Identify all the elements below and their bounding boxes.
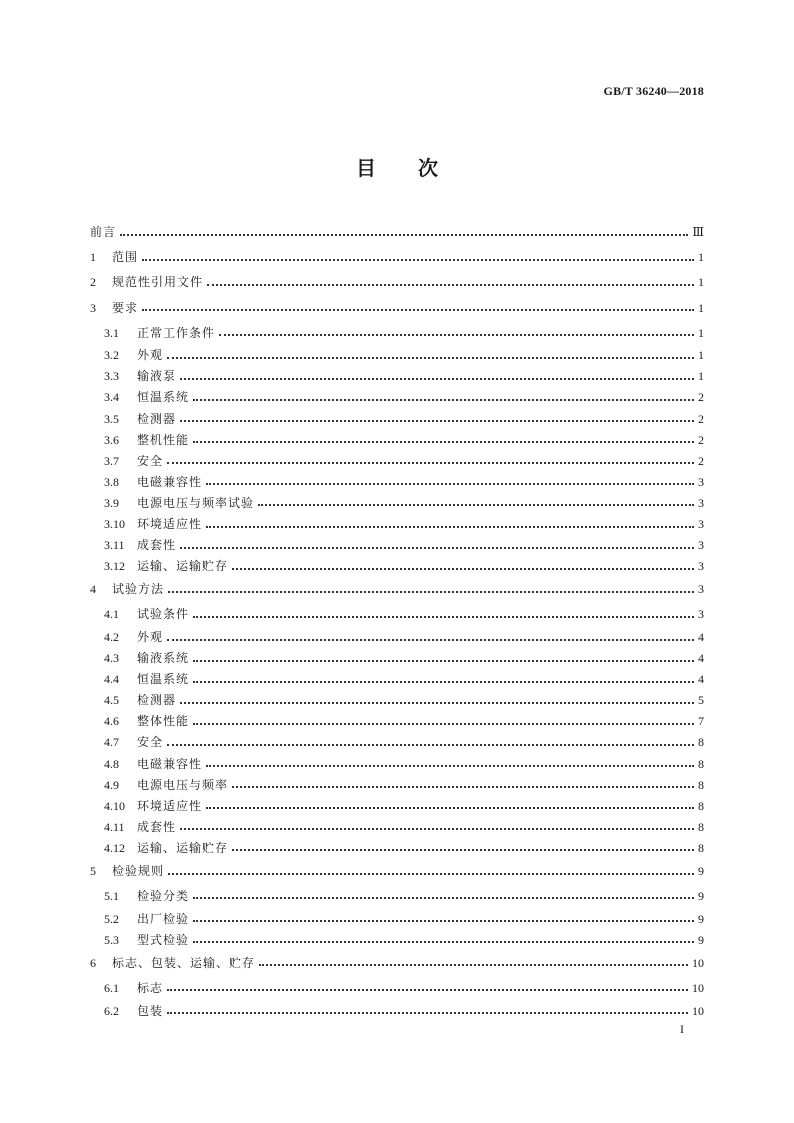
toc-entry-number: 1 <box>90 250 96 265</box>
toc-entry-number: 4.11 <box>104 819 125 834</box>
toc-entry-title: 正常工作条件 <box>137 325 216 340</box>
toc-entry-number: 2 <box>90 275 96 290</box>
toc-entry[interactable] <box>90 321 704 346</box>
toc-entry[interactable] <box>90 387 704 408</box>
toc-entry-page: 3 <box>698 495 704 510</box>
toc-entry-title: 环境适应性 <box>137 517 203 531</box>
toc-entry-page: 2 <box>698 390 704 405</box>
toc-entry-page: 3 <box>698 607 704 622</box>
toc-entry-page: 1 <box>698 325 704 340</box>
toc-entry-page: 3 <box>698 582 704 597</box>
toc-dot-leader <box>259 959 688 969</box>
toc-dot-leader <box>193 655 694 665</box>
toc-dot-leader <box>232 781 694 791</box>
toc-entry-page: 9 <box>698 911 704 926</box>
toc-entry-number: 3.10 <box>104 517 125 531</box>
toc-entry-title: 规范性引用文件 <box>112 275 204 290</box>
toc-entry-title: 范围 <box>112 250 139 265</box>
toc-entry-title: 型式检验 <box>137 932 190 947</box>
toc-entry-number: 6 <box>90 955 96 970</box>
toc-entry-title: 检验分类 <box>137 889 190 904</box>
toc-entry-title: 标志、包装、运输、贮存 <box>112 955 256 970</box>
toc-entry-page: 8 <box>698 840 704 855</box>
toc-entry-number: 3.4 <box>104 390 119 405</box>
toc-dot-leader <box>193 436 694 446</box>
toc-entry[interactable] <box>90 884 704 909</box>
toc-entry-title: 安全 <box>137 735 164 750</box>
toc-entry[interactable] <box>90 577 704 602</box>
toc-entry-page: 5 <box>698 693 704 708</box>
toc-entry[interactable] <box>90 472 704 493</box>
toc-entry-page: 8 <box>698 756 704 771</box>
toc-entry-title: 电磁兼容性 <box>137 756 203 771</box>
toc-entry[interactable] <box>90 754 704 775</box>
toc-entry[interactable] <box>90 409 704 430</box>
toc-entry-page: 4 <box>698 629 704 644</box>
toc-entry-page: 3 <box>698 538 704 553</box>
toc-entry-page: 9 <box>698 864 704 878</box>
toc-entry-title: 前言 <box>90 225 117 239</box>
toc-entry-page: 2 <box>698 432 704 447</box>
toc-dot-leader <box>206 760 694 770</box>
toc-entry-title: 要求 <box>112 300 139 315</box>
toc-entry-number: 4.1 <box>104 607 119 622</box>
toc-entry-number: 4.4 <box>104 672 119 687</box>
toc-dot-leader <box>180 697 694 707</box>
toc-dot-leader <box>167 1007 688 1017</box>
toc-entry-number: 4.7 <box>104 735 119 750</box>
toc-entry[interactable] <box>90 951 704 976</box>
toc-entry-title: 运输、运输贮存 <box>137 559 229 574</box>
toc-dot-leader <box>167 739 694 749</box>
toc-entry[interactable] <box>90 270 704 295</box>
toc-entry-number: 5.3 <box>104 932 119 947</box>
toc-entry-title: 整机性能 <box>137 432 190 447</box>
toc-entry-page: 8 <box>698 798 704 813</box>
toc-entry-title: 标志 <box>137 981 164 996</box>
toc-entry-title: 外观 <box>137 629 164 644</box>
toc-dot-leader <box>206 521 694 531</box>
toc-entry-number: 4 <box>90 582 96 597</box>
toc-entry-number: 3.12 <box>104 559 125 574</box>
table-of-contents <box>90 220 704 1022</box>
toc-entry-page: 2 <box>698 411 704 426</box>
toc-entry-title: 恒温系统 <box>137 672 190 687</box>
toc-entry-title: 电源电压与频率 <box>137 777 229 792</box>
toc-entry-page: Ⅲ <box>692 225 704 239</box>
toc-entry[interactable] <box>90 1001 704 1022</box>
toc-entry-page: 2 <box>698 453 704 468</box>
toc-entry-number: 3.9 <box>104 495 119 510</box>
toc-entry[interactable] <box>90 775 704 796</box>
toc-entry-number: 3.8 <box>104 474 119 489</box>
standard-code: GB/T 36240—2018 <box>603 84 704 98</box>
toc-dot-leader <box>193 915 694 925</box>
toc-entry-number: 3 <box>90 300 96 315</box>
toc-entry-title: 安全 <box>137 453 164 468</box>
toc-entry[interactable] <box>90 345 704 366</box>
toc-entry-page: 8 <box>698 777 704 792</box>
toc-dot-leader <box>167 634 694 644</box>
toc-entry-number: 5 <box>90 864 96 878</box>
toc-entry-title: 试验条件 <box>137 607 190 622</box>
toc-entry-title: 成套性 <box>137 819 177 834</box>
toc-entry-page: 9 <box>698 889 704 904</box>
toc-entry-page: 3 <box>698 517 704 531</box>
toc-entry[interactable] <box>90 245 704 270</box>
toc-entry[interactable] <box>90 976 704 1001</box>
toc-entry-page: 8 <box>698 735 704 750</box>
toc-entry-number: 5.1 <box>104 889 119 904</box>
toc-entry-page: 1 <box>698 348 704 363</box>
toc-entry[interactable] <box>90 451 704 472</box>
toc-entry[interactable] <box>90 817 704 838</box>
toc-entry[interactable] <box>90 602 704 627</box>
toc-entry-number: 4.8 <box>104 756 119 771</box>
toc-dot-leader <box>180 415 694 425</box>
toc-entry-title: 出厂检验 <box>137 911 190 926</box>
toc-entry-title: 恒温系统 <box>137 390 190 405</box>
toc-entry-page: 7 <box>698 714 704 729</box>
toc-entry[interactable] <box>90 366 704 387</box>
toc-entry-page: 1 <box>698 250 704 265</box>
toc-entry-title: 检测器 <box>137 411 177 426</box>
toc-entry[interactable] <box>90 514 704 535</box>
toc-entry[interactable] <box>90 930 704 951</box>
toc-entry-page: 10 <box>692 955 704 970</box>
toc-dot-leader <box>206 802 694 812</box>
toc-dot-leader <box>258 499 694 509</box>
toc-entry-number: 4.3 <box>104 651 119 666</box>
toc-entry-number: 3.2 <box>104 348 119 363</box>
toc-entry[interactable] <box>90 909 704 930</box>
toc-dot-leader <box>120 229 688 239</box>
toc-dot-leader <box>180 823 694 833</box>
toc-entry-number: 3.7 <box>104 453 119 468</box>
toc-dot-leader <box>193 936 694 946</box>
page-number: I <box>680 1022 684 1036</box>
toc-entry[interactable] <box>90 220 704 245</box>
toc-entry-page: 1 <box>698 300 704 315</box>
toc-entry[interactable] <box>90 690 704 711</box>
toc-entry-number: 4.2 <box>104 629 119 644</box>
toc-entry[interactable] <box>90 838 704 859</box>
toc-entry[interactable] <box>90 535 704 556</box>
toc-entry-title: 电磁兼容性 <box>137 474 203 489</box>
toc-entry-title: 检验规则 <box>112 864 165 878</box>
toc-entry[interactable] <box>90 627 704 648</box>
toc-entry-title: 环境适应性 <box>137 798 203 813</box>
toc-entry-title: 运输、运输贮存 <box>137 840 229 855</box>
toc-entry-number: 3.1 <box>104 325 119 340</box>
toc-entry[interactable] <box>90 859 704 884</box>
toc-entry[interactable] <box>90 796 704 817</box>
toc-entry[interactable] <box>90 556 704 577</box>
toc-entry-page: 4 <box>698 651 704 666</box>
toc-dot-leader <box>219 329 694 339</box>
toc-entry-page: 10 <box>692 1003 704 1018</box>
toc-entry-page: 4 <box>698 672 704 687</box>
toc-entry-title: 输液泵 <box>137 369 177 384</box>
toc-dot-leader <box>193 892 694 902</box>
toc-entry-page: 1 <box>698 275 704 290</box>
toc-entry-number: 4.5 <box>104 693 119 708</box>
toc-entry-number: 4.9 <box>104 777 119 792</box>
toc-entry[interactable] <box>90 648 704 669</box>
toc-entry-number: 4.12 <box>104 840 125 855</box>
toc-entry-title: 电源电压与频率试验 <box>137 495 255 510</box>
toc-entry-number: 4.6 <box>104 714 119 729</box>
toc-entry-number: 6.1 <box>104 981 119 996</box>
toc-entry-page: 3 <box>698 474 704 489</box>
toc-dot-leader <box>193 718 694 728</box>
toc-dot-leader <box>207 279 694 289</box>
toc-entry[interactable] <box>90 296 704 321</box>
toc-entry-number: 3.5 <box>104 411 119 426</box>
toc-entry-number: 3.11 <box>104 538 125 553</box>
toc-entry-page: 9 <box>698 932 704 947</box>
toc-entry-title: 包装 <box>137 1003 164 1018</box>
toc-entry-page: 3 <box>698 559 704 574</box>
toc-entry-number: 4.10 <box>104 798 125 813</box>
toc-dot-leader <box>193 611 694 621</box>
toc-entry[interactable] <box>90 669 704 690</box>
toc-dot-leader <box>167 984 688 994</box>
toc-dot-leader <box>168 868 694 878</box>
toc-entry-number: 6.2 <box>104 1003 119 1018</box>
toc-entry-number: 5.2 <box>104 911 119 926</box>
page-title: 目次 <box>356 156 480 180</box>
toc-entry[interactable] <box>90 711 704 732</box>
toc-dot-leader <box>232 844 694 854</box>
toc-dot-leader <box>142 254 694 264</box>
toc-entry-number: 3.3 <box>104 369 119 384</box>
toc-entry[interactable] <box>90 493 704 514</box>
toc-dot-leader <box>167 352 694 362</box>
toc-dot-leader <box>193 394 694 404</box>
toc-entry-page: 8 <box>698 819 704 834</box>
toc-entry-title: 输液系统 <box>137 651 190 666</box>
toc-dot-leader <box>180 542 694 552</box>
toc-entry-title: 试验方法 <box>112 582 165 597</box>
toc-entry-title: 检测器 <box>137 693 177 708</box>
toc-dot-leader <box>193 676 694 686</box>
toc-entry[interactable] <box>90 732 704 753</box>
toc-entry-number: 3.6 <box>104 432 119 447</box>
toc-entry[interactable] <box>90 430 704 451</box>
toc-dot-leader <box>168 586 694 596</box>
toc-entry-page: 1 <box>698 369 704 384</box>
toc-dot-leader <box>180 373 694 383</box>
toc-entry-title: 整体性能 <box>137 714 190 729</box>
toc-dot-leader <box>206 478 694 488</box>
toc-entry-page: 10 <box>692 981 704 996</box>
toc-dot-leader <box>167 457 694 467</box>
toc-entry-title: 成套性 <box>137 538 177 553</box>
toc-dot-leader <box>232 563 694 573</box>
toc-entry-title: 外观 <box>137 348 164 363</box>
toc-dot-leader <box>142 304 694 314</box>
